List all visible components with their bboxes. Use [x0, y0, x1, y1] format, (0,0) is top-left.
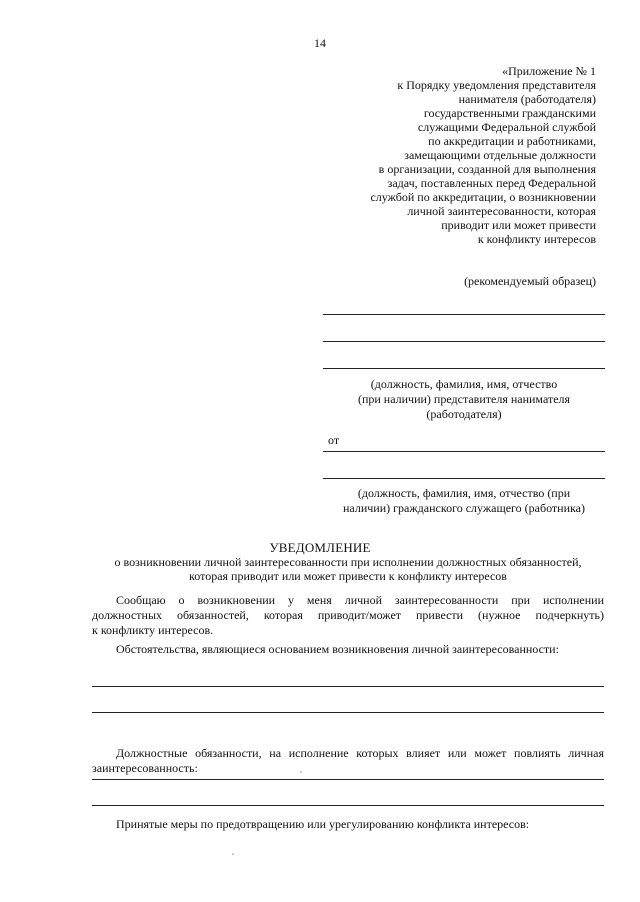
paragraph-line: Обстоятельства, являющиеся основанием возникновения личной заинтересованности:: [116, 642, 559, 656]
scan-speck: [232, 853, 234, 855]
appendix-line: задач, поставленных перед Федеральной: [387, 176, 596, 190]
page-number: 14: [314, 36, 326, 50]
appendix-line: служащими Федеральной службой: [417, 120, 596, 134]
appendix-line: в организации, созданной для выполнения: [378, 162, 596, 176]
addressee-line-1[interactable]: [323, 314, 605, 315]
paragraph-line: Должностные обязанности, на исполнение которых влияет или может повлиять личная: [116, 746, 604, 760]
sample-label: (рекомендуемый образец): [464, 274, 596, 288]
paragraph-circumstances: [92, 642, 604, 657]
from-label: от: [328, 433, 340, 447]
notice-subtitle: [92, 555, 604, 583]
caption-line: (должность, фамилия, имя, отчество (при: [357, 486, 571, 500]
appendix-line: приводит или может привести: [441, 218, 596, 232]
caption-line: (должность, фамилия, имя, отчество: [370, 377, 558, 391]
appendix-header: [300, 64, 596, 246]
paragraph-line: должностных обязанностей, которая приводит/может привести (нужное подчеркнуть): [92, 608, 604, 622]
circumstances-line-2[interactable]: [92, 712, 604, 713]
addressee-line-3[interactable]: [323, 368, 605, 369]
caption-line: (при наличии) представителя нанимателя: [357, 392, 571, 406]
subtitle-line: о возникновении личной заинтересованности при исполнении должностных обязанностей,: [114, 555, 582, 569]
appendix-line: замещающими отдельные должности: [404, 148, 596, 162]
appendix-line: службой по аккредитации, о возникновении: [370, 190, 596, 204]
duties-line-1[interactable]: [92, 779, 604, 780]
appendix-line: к Порядку уведомления представителя: [397, 78, 596, 92]
addressee-line-2[interactable]: [323, 341, 605, 342]
appendix-line: личной заинтересованности, которая: [407, 204, 596, 218]
paragraph-line: к конфликту интересов.: [92, 623, 214, 637]
sender-caption: [323, 486, 605, 516]
paragraph-line: Сообщаю о возникновении у меня личной заинтересованности при исполнении: [116, 593, 604, 607]
notice-title: УВЕДОМЛЕНИЕ: [269, 540, 371, 555]
scan-speck: [300, 771, 302, 773]
appendix-line: «Приложение № 1: [502, 64, 596, 78]
appendix-line: нанимателя (работодателя): [458, 92, 596, 106]
addressee-caption: [323, 377, 605, 422]
caption-line: наличии) гражданского служащего (работника): [343, 501, 585, 515]
paragraph-measures: [92, 817, 604, 832]
appendix-line: к конфликту интересов: [477, 232, 596, 246]
subtitle-line: которая приводит или может привести к конфликту интересов: [189, 569, 507, 583]
circumstances-line-1[interactable]: [92, 686, 604, 687]
paragraph-duties: [92, 746, 604, 776]
appendix-line: государственными гражданскими: [423, 106, 596, 120]
paragraph-line: Принятые меры по предотвращению или урегулированию конфликта интересов:: [116, 817, 530, 831]
duties-line-2[interactable]: [92, 805, 604, 806]
paragraph-line: заинтересованность:: [92, 761, 198, 775]
sender-line-2[interactable]: [323, 478, 605, 479]
sender-line-1[interactable]: [323, 451, 605, 452]
caption-line: (работодателя): [426, 407, 502, 421]
appendix-line: по аккредитации и работниками,: [428, 134, 596, 148]
paragraph-report: [92, 593, 604, 638]
